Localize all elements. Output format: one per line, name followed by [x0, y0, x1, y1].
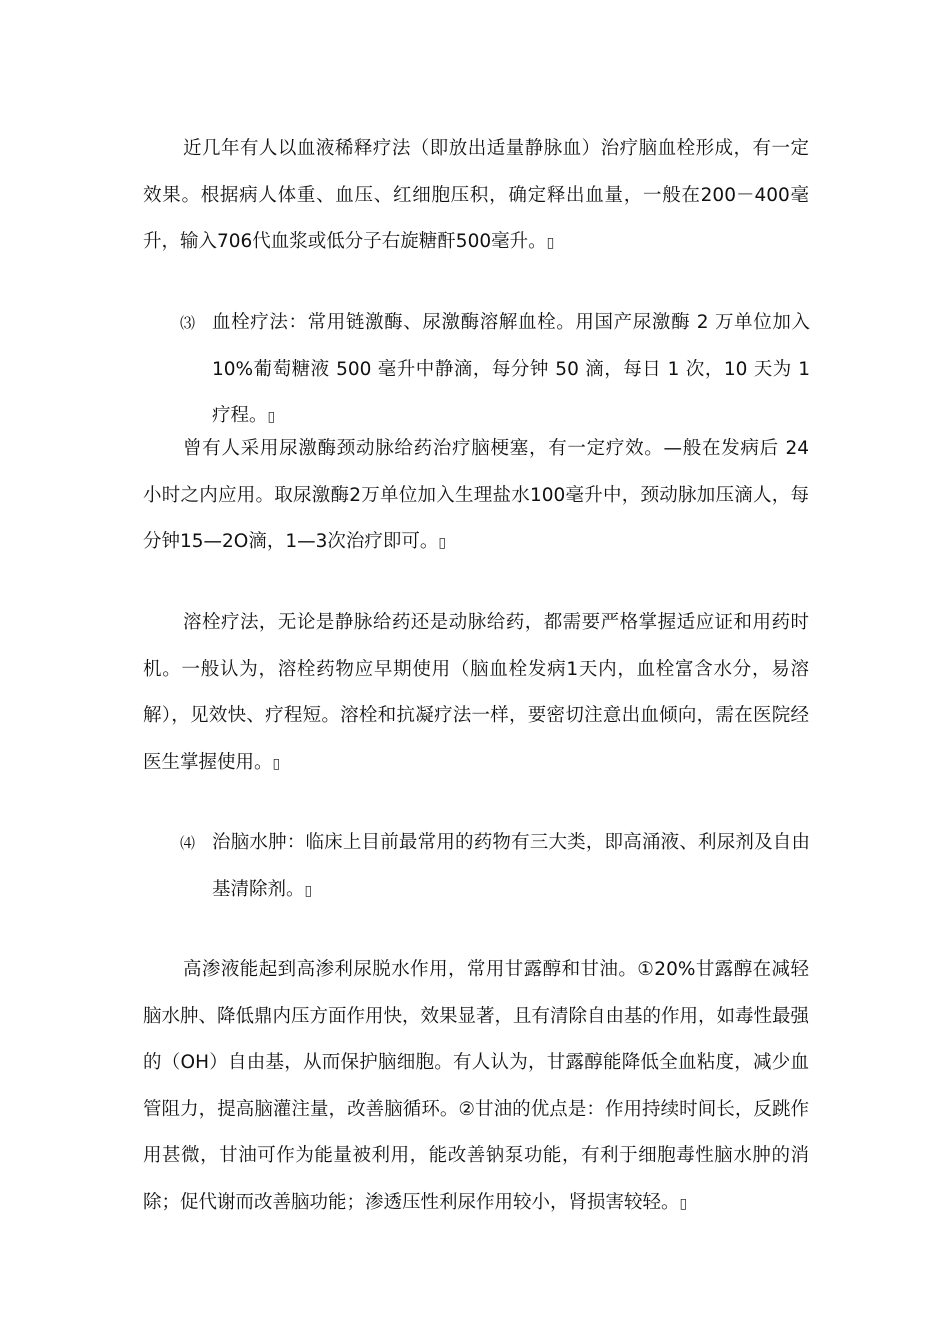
paragraph-text: 近几年有人以血液稀释疗法（即放出适量静脉血）治疗脑血栓形成，有一定效果。根据病人体重、血压、红细胞压积，确定释出血量，一般在200－400毫升，输入706代血浆或低分子右旋糖酐500毫升。 [143, 138, 809, 252]
paragraph-hemodilution [143, 126, 809, 267]
paragraph-mark: ▯ [272, 755, 281, 772]
list-number: ⑶ [180, 314, 196, 332]
paragraph-urokinase [143, 426, 809, 567]
list-item-text [180, 820, 810, 914]
paragraph-text: 高渗液能起到高渗利尿脱水作用，常用甘露醇和甘油。①20%甘露醇在减轻脑水肿、降低鼎内压方面作用快，效果显著，且有清除自由基的作用，如毒性最强的（OH）自由基，从而保护脑细胞。有人认为，甘露醇能降低全血粘度，减少血管阻力，提高脑灌注量，改善脑循环。②甘油的优点是：作用持续时间长，反跳作用甚微，甘油可作为能量被利用，能改善钠泵功能，有利于细胞毒性脑水肿的消除；促代谢而改善脑功能；渗透压性利尿作用较小，肾损害较轻。 [143, 959, 810, 1213]
paragraph-mark: ▯ [267, 409, 276, 425]
list-item-text-content: 血栓疗法：常用链激酶、尿激酶溶解血栓。用国产尿激酶 2 万单位加入10%葡萄糖液 500 毫升中静滴，每分钟 50 滴，每日 1 次，10 天为 1 疗程。 [212, 312, 810, 426]
paragraph-mark: ▯ [679, 1195, 688, 1212]
paragraph-mark: ▯ [304, 882, 313, 899]
paragraph-thrombolysis-timing [143, 600, 809, 787]
paragraph-mark: ▯ [438, 535, 447, 551]
list-item-thrombolysis [180, 300, 810, 441]
paragraph-hypertonic-solution [143, 947, 809, 1227]
list-number: ⑷ [180, 834, 196, 852]
list-item-text-content: 治脑水肿：临床上目前最常用的药物有三大类，即高涌液、利尿剂及自由基清除剂。 [212, 832, 810, 900]
paragraph-text: 溶栓疗法，无论是静脉给药还是动脉给药，都需要严格掌握适应证和用药时机。一般认为，溶栓药物应早期使用（脑血栓发病1天内，血栓富含水分，易溶解），见效快、疗程短。溶栓和抗凝疗法一样，要密切注意出血倾向，需在医院经医生掌握使用。 [143, 612, 809, 773]
list-item-text [180, 300, 810, 441]
paragraph-text: 曾有人采用尿激酶颈动脉给药治疗脑梗塞，有一定疗效。—般在发病后 24 小时之内应用。取尿激酶2万单位加入生理盐水100毫升中，颈动脉加压滴人，每分钟15—2O滴，1—3次治疗即可。 [143, 438, 809, 552]
paragraph-mark: ▯ [546, 235, 555, 251]
list-item-cerebral-edema [180, 820, 810, 914]
